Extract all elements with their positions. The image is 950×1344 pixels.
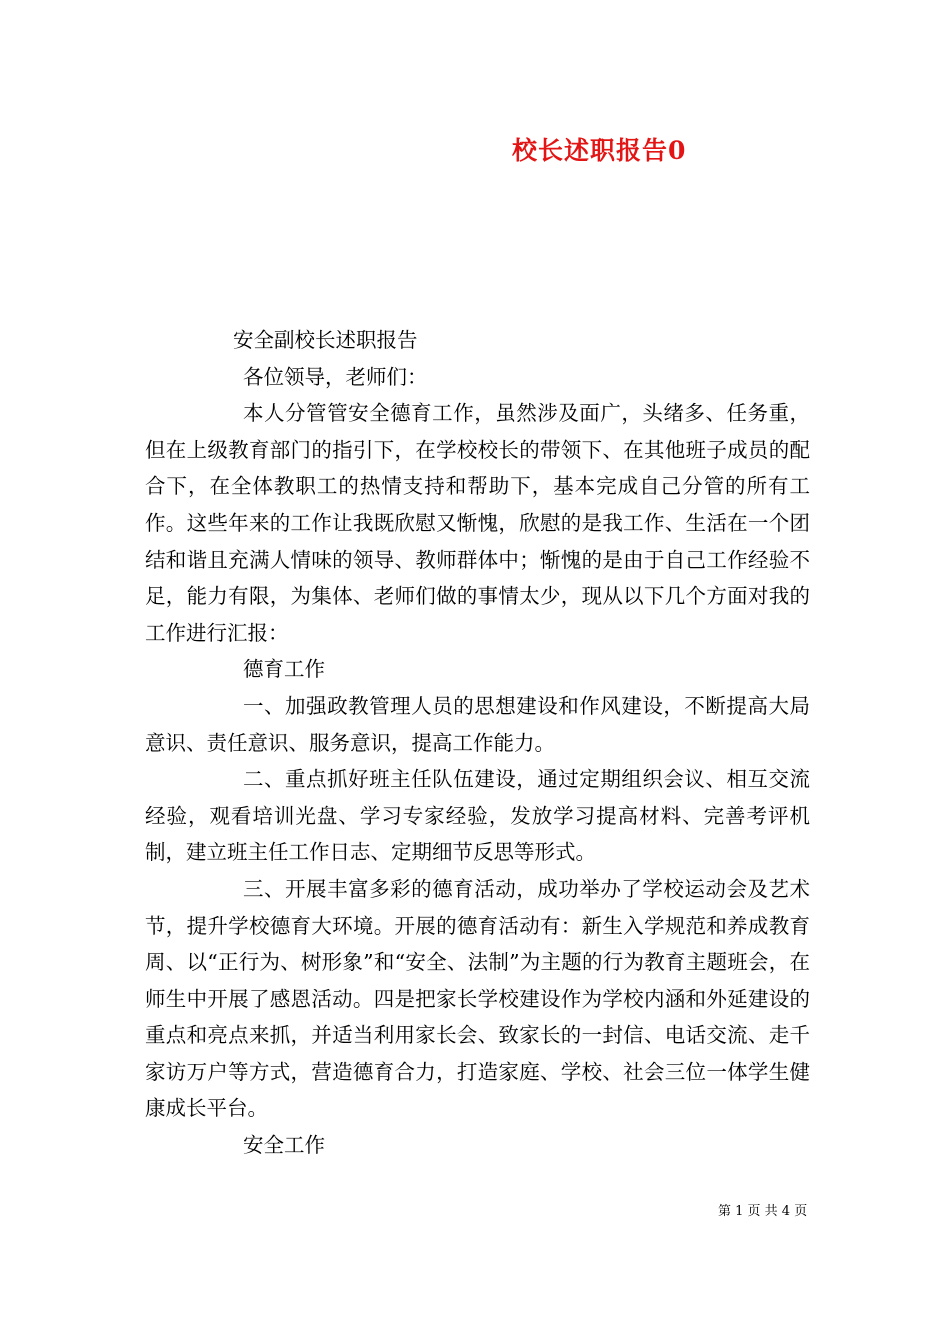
moral-item-1: 一、加强政教管理人员的思想建设和作风建设，不断提高大局意识、责任意识、服务意识，提高工作能力。 — [145, 693, 810, 755]
page-title: 校长述职报告0 — [512, 136, 687, 165]
intro-paragraph: 本人分管管安全德育工作，虽然涉及面广，头绪多、任务重，但在上级教育部门的指引下，在学校校长的带领下、在其他班子成员的配合下，在全体教职工的热情支持和帮助下，基本完成自己分管的所有工作。这些年来的工作让我既欣慰又惭愧，欣慰的是我工作、生活在一个团结和谐且充满人情味的领导、教师群体中；惭愧的是由于自己工作经验不足，能力有限，为集体、老师们做的事情太少，现从以下几个方面对我的工作进行汇报： — [145, 401, 810, 645]
document-body — [145, 322, 810, 1164]
salutation: 各位领导，老师们： — [243, 364, 428, 389]
section-heading-moral-education: 德育工作 — [243, 657, 325, 682]
moral-item-3: 三、开展丰富多彩的德育活动，成功举办了学校运动会及艺术节，提升学校德育大环境。开展的德育活动有：新生入学规范和养成教育周、以“正行为、树形象”和“安全、法制”为主题的行为教育主题班会，在师生中开展了感恩活动。四是把家长学校建设作为学校内涵和外延建设的重点和亮点来抓，并适当利用家长会、致家长的一封信、电话交流、走千家访万户等方式，营造德育合力，打造家庭、学校、社会三位一体学生健康成长平台。 — [145, 876, 810, 1121]
moral-item-2: 二、重点抓好班主任队伍建设，通过定期组织会议、相互交流经验，观看培训光盘、学习专家经验，发放学习提高材料、完善考评机制，建立班主任工作日志、定期细节反思等形式。 — [145, 767, 810, 865]
page-number-footer: 第 1 页 共 4 页 — [718, 1204, 808, 1219]
document-subtitle: 安全副校长述职报告 — [233, 328, 418, 352]
section-heading-safety: 安全工作 — [243, 1133, 325, 1158]
